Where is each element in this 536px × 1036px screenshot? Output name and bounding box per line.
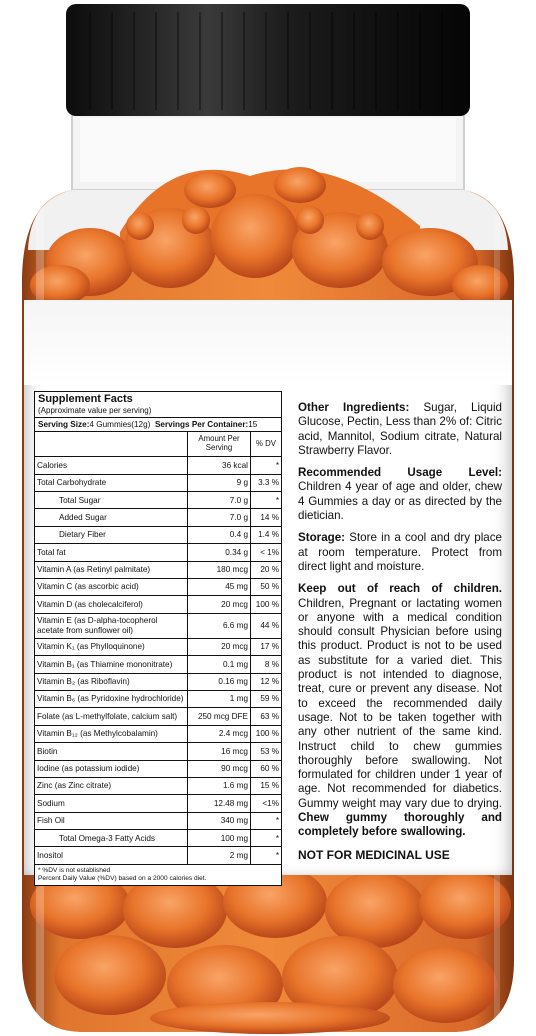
table-row: Added Sugar 7.0 g 14 % [35,509,281,526]
table-row: Dietary Fiber 0.4 g 1.4 % [35,526,281,543]
warnings-text: Children, Pregnant or lactating women or anyone with a medical condition should consult Physician before using this product. Product is not to be used as substitute for a varied diet. This product is not intended to diagnose, treat, cure or prevent any disease. Not to exceed the recommended daily usage. Not to be taken together with any other nutrient of the same kind. Instruct child to chew gummies thoroughly before swallowing. Not formulated for children under 1 year of age. Not recommended for diabetics. Gummy weight may vary due to drying. [298,596,502,810]
header-amount: Amount Per Serving [188,432,251,457]
table-row: Vitamin E (as D-alpha-tocopherol acetate from sunflower oil) 6.6 mg 44 % [35,613,281,638]
table-row: Vitamin B₁ (as Thiamine mononitrate) 0.1 mg 8 % [35,656,281,673]
storage [298,531,502,574]
not-for-medicinal-use: NOT FOR MEDICINAL USE [298,847,450,862]
supplement-facts-panel [34,391,282,886]
table-row: Total Sugar 7.0 g * [35,492,281,509]
other-ingredients [298,401,502,458]
header-dv: % DV [251,432,282,457]
facts-title: Supplement Facts [38,393,133,405]
table-row: Zinc (as Zinc citrate) 1.6 mg 15 % [35,777,281,794]
table-row: Vitamin A (as Retinyl palmitate) 180 mcg 20 % [35,561,281,578]
servings-per-container-label: Servings Per Container: [154,419,249,429]
facts-footnote [35,864,281,885]
table-row: Folate (as L-methylfolate, calcium salt) 250 mcg DFE 63 % [35,708,281,725]
usage-label: Recommended Usage Level: [298,466,502,480]
table-row: Total Carbohydrate 9 g 3.3 % [35,474,281,491]
footnote-percent-dv: Percent Daily Value (%DV) based on a 2000 calories diet. [38,874,207,882]
label-info-column [298,401,502,862]
keep-out-of-reach-label: Keep out of reach of children. [298,582,502,596]
table-row: Iodine (as potassium iodide) 90 mcg 60 % [35,760,281,777]
chew-instruction: Chew gummy thoroughly and completely before swallowing. [298,811,502,839]
table-row: Inositol 2 mg * [35,847,281,864]
storage-label: Storage: [298,531,346,545]
facts-subtitle: (Approximate value per serving) [38,405,152,415]
table-row: Fish Oil 340 mg * [35,812,281,829]
serving-size-label: Serving Size: [38,419,90,429]
storage-text: Store in a cool and dry place at room temperature. Protect from direct light and moisture. [298,531,502,573]
table-row: Vitamin K₁ (as Phylloquinone) 20 mcg 17 % [35,638,281,655]
other-ingredients-text: Sugar, Liquid Glucose, Pectin, Less than 2% of: Citric acid, Mannitol, Sodium citrate, Natural Strawberry Flavor. [298,401,502,457]
usage-text: Children 4 year of age and older, chew 4 Gummies a day or as directed by the dietician. [298,480,502,523]
table-row: Total fat 0.34 g < 1% [35,544,281,561]
nutrient-table [35,431,281,864]
serving-size-value: 4 Gummies(12g) [89,419,151,429]
table-row: Sodium 12.48 mg <1% [35,795,281,812]
table-row: Vitamin B₆ (as Pyridoxine hydrochloride) 1 mg 59 % [35,690,281,707]
warnings [298,582,502,839]
serving-info [35,417,281,431]
table-row: Calories 36 kcal * [35,457,281,474]
servings-per-container-value: 15 [248,419,258,429]
table-row: Vitamin C (as ascorbic acid) 45 mg 50 % [35,578,281,595]
footnote-dv-not-established: * %DV is not established [38,866,111,874]
table-row: Total Omega-3 Fatty Acids 100 mg * [35,830,281,847]
table-header [35,432,281,457]
other-ingredients-label: Other Ingredients: [298,401,410,414]
table-row: Vitamin B₁₂ (as Methylcobalamin) 2.4 mcg 100 % [35,725,281,742]
table-row: Vitamin B₂ (as Riboflavin) 0.16 mg 12 % [35,673,281,690]
table-row: Biotin 16 mcg 53 % [35,743,281,760]
table-row: Vitamin D (as cholecalciferol) 20 mcg 100 % [35,596,281,613]
bottle-cap [66,4,470,116]
recommended-usage [298,466,502,523]
